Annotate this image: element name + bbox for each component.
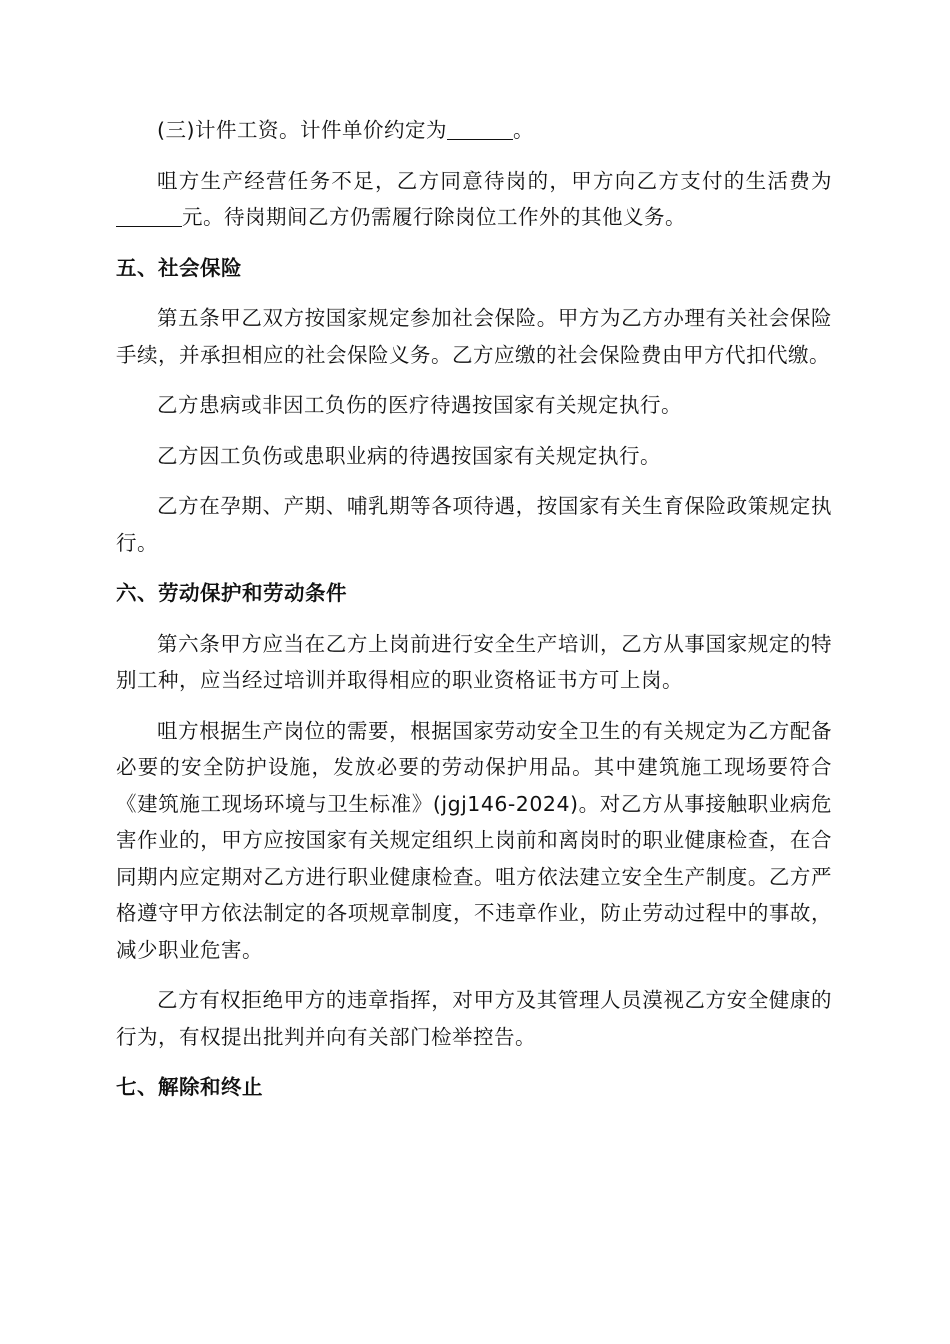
article5-paragraph-3: 乙方因工负伤或患职业病的待遇按国家有关规定执行。 bbox=[157, 443, 661, 468]
article5-paragraph-4: 乙方在孕期、产期、哺乳期等各项待遇，按国家有关生育保险政策规定执行。 bbox=[116, 494, 832, 555]
standby-text-end: 元。待岗期间乙方仍需履行除岗位工作外的其他义务。 bbox=[182, 205, 686, 229]
section-title-labor-protection: 六、劳动保护和劳动条件 bbox=[116, 581, 347, 605]
article6-paragraph-3: 乙方有权拒绝甲方的违章指挥，对甲方及其管理人员漠视乙方安全健康的行为，有权提出批判并向有关部门检举控告。 bbox=[116, 988, 832, 1049]
article5-paragraph-2: 乙方患病或非因工负伤的医疗待遇按国家有关规定执行。 bbox=[157, 393, 682, 417]
section-title-termination: 七、解除和终止 bbox=[116, 1075, 263, 1099]
article6-paragraph-2: 咀方根据生产岗位的需要，根据国家劳动安全卫生的有关规定为乙方配备必要的安全防护设施，发放必要的劳动保护用品。其中建筑施工现场要符合《建筑施工现场环境与卫生标准》(jgj146-2024)。对乙方从事接触职业病危害作业的，甲方应按国家有关规定组织上岗前和离岗时的职业健康检查，在合同期内应定期对乙方进行职业健康检查。咀方依法建立安全生产制度。乙方严格遵守甲方依法制定的各项规章制度，不违章作业，防止劳动过程中的事故，减少职业危害。 bbox=[116, 718, 832, 962]
piece-wage-text: (三)计件工资。计件单价约定为 bbox=[157, 118, 447, 142]
piece-rate-blank bbox=[447, 119, 513, 141]
article5-paragraph-1: 第五条甲乙双方按国家规定参加社会保险。甲方为乙方办理有关社会保险手续，并承担相应的社会保险义务。乙方应缴的社会保险费由甲方代扣代缴。 bbox=[116, 306, 832, 367]
document-body bbox=[116, 112, 832, 1106]
piece-wage-paragraph bbox=[116, 112, 832, 149]
piece-wage-end: 。 bbox=[513, 118, 534, 142]
living-allowance-blank bbox=[116, 206, 182, 228]
section-title-social-insurance: 五、社会保险 bbox=[116, 255, 242, 280]
standby-text: 咀方生产经营任务不足，乙方同意待岗的，甲方向乙方支付的生活费为 bbox=[157, 168, 832, 193]
standby-paragraph bbox=[116, 163, 832, 236]
article6-paragraph-1: 第六条甲方应当在乙方上岗前进行安全生产培训，乙方从事国家规定的特别工种，应当经过培训并取得相应的职业资格证书方可上岗。 bbox=[116, 631, 832, 692]
